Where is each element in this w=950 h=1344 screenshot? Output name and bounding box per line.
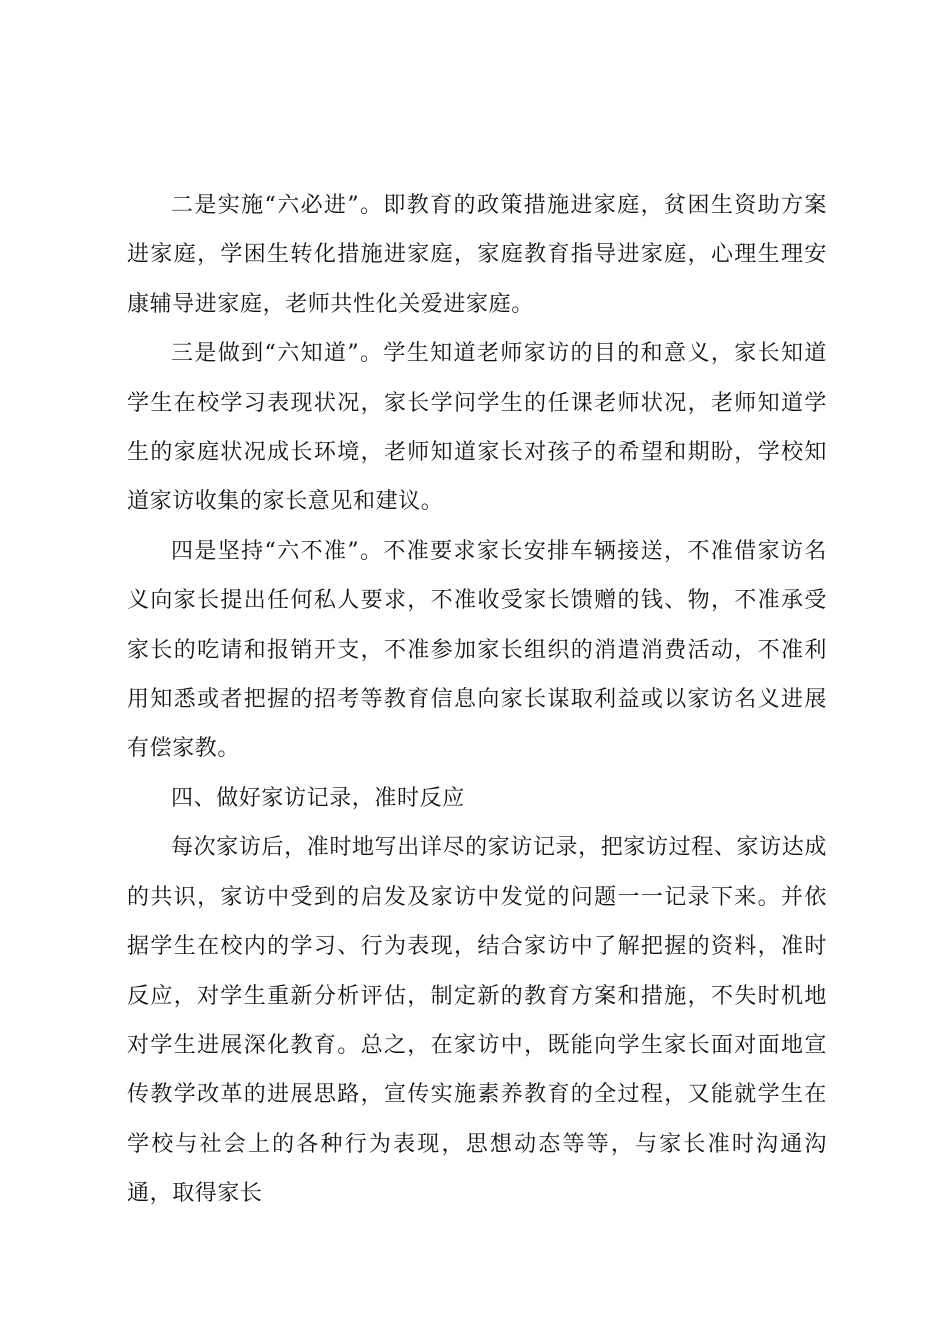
section-heading-records: 四、做好家访记录，准时反应 [171,785,465,811]
paragraph-six-must-enter: 二是实施“六必进”。即教育的政策措施进家庭，贫困生资助方案进家庭，学困生转化措施进家庭，家庭教育指导进家庭，心理生理安康辅导进家庭，老师共性化关爱进家庭。 [127,193,827,317]
paragraph-six-knows: 三是做到“六知道”。学生知道老师家访的目的和意义，家长知道学生在校学习表现状况，家长学问学生的任课老师状况，老师知道学生的家庭状况成长环境，老师知道家长对孩子的希望和期盼，学校知道家访收集的家长意见和建议。 [127,341,827,515]
document-body [127,181,827,1219]
paragraph-after-visit: 每次家访后，准时地写出详尽的家访记录，把家访过程、家访达成的共识，家访中受到的启发及家访中发觉的问题一一记录下来。并依据学生在校内的学习、行为表现，结合家访中了解把握的资料，准时反应，对学生重新分析评估，制定新的教育方案和措施，不失时机地对学生进展深化教育。总之，在家访中，既能向学生家长面对面地宣传教学改革的进展思路，宣传实施素养教育的全过程，又能就学生在学校与社会上的各种行为表现，思想动态等等，与家长准时沟通沟通，取得家长 [127,835,827,1207]
paragraph-six-prohibitions: 四是坚持“六不准”。不准要求家长安排车辆接送，不准借家访名义向家长提出任何私人要求，不准收受家长馈赠的钱、物，不准承受家长的吃请和报销开支，不准参加家长组织的消遣消费活动，不准利用知悉或者把握的招考等教育信息向家长谋取利益或以家访名义进展有偿家教。 [127,538,827,762]
